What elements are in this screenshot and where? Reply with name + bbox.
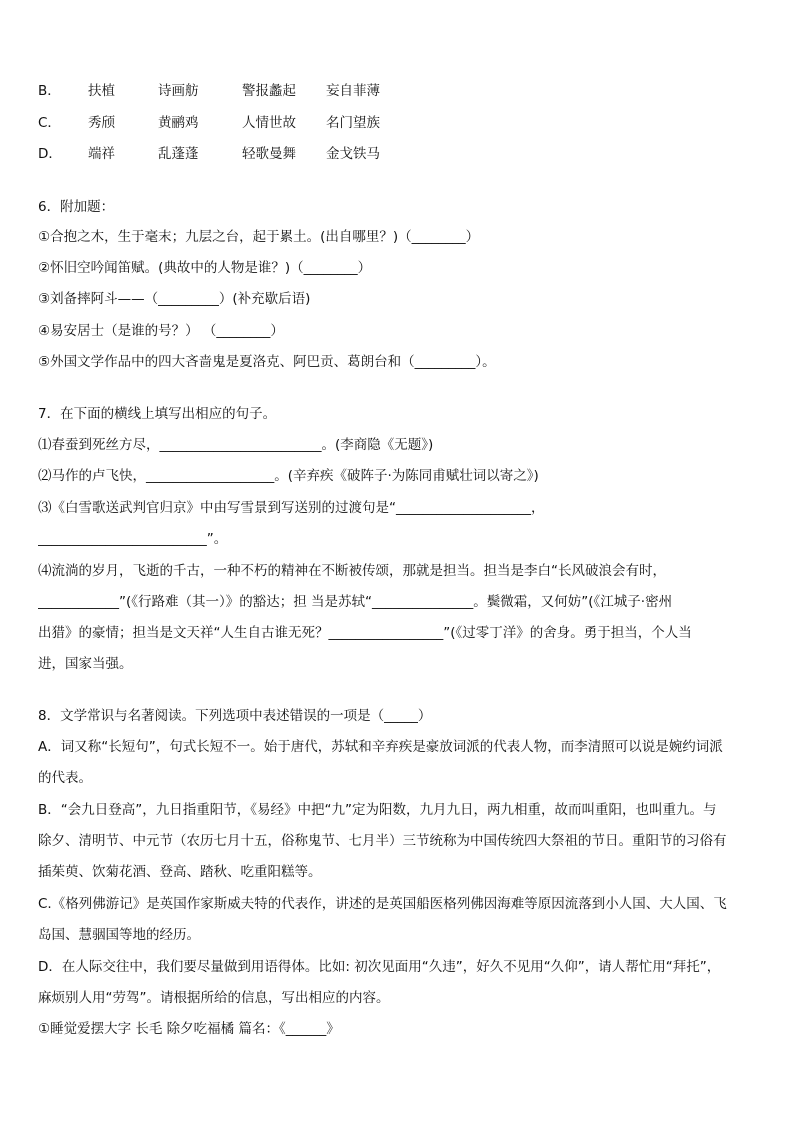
q7-line-5: ⑷流淌的岁月，飞逝的千古，一种不朽的精神在不断被传颂，那就是担当。担当是李白“长风破浪会有时， [38,563,666,579]
q8-option-b-2: 除夕、清明节、中元节（农历七月十五，俗称鬼节、七月半）三节统称为中国传统四大祭祖的节日。重阳节的习俗有 [38,833,727,849]
q8-option-a-2: 的代表。 [38,770,92,786]
option-key: D． [38,146,62,162]
q7-line-1: ⑴春蚕到死丝方尽，________________________。(李商隐《无题》) [38,437,434,453]
q6-title: 6．附加题： [38,199,115,215]
option-word: 警报蠡起 [242,83,296,99]
option-word: 金戈铁马 [326,146,380,162]
q8-option-c-1: C.《格列佛游记》是英国作家斯威夫特的代表作，讲述的是英国船医格列佛因海难等原因流落到小人国、大人国、飞 [38,896,727,912]
q6-item-5: ⑤外国文学作品中的四大吝啬鬼是夏洛克、阿巴贡、葛朗台和（_________）。 [38,354,496,370]
option-key: B． [38,83,61,99]
q8-title: 8．文学常识与名著阅读。下列选项中表述错误的一项是（_____） [38,708,432,724]
q6-item-4: ④易安居士（是谁的号？） （________） [38,323,284,339]
q8-option-d-2: 麻烦别人用“劳驾”。请根据所给的信息，写出相应的内容。 [38,990,390,1006]
q6-item-2: ②怀旧空吟闻笛赋。(典故中的人物是谁？)（________） [38,260,372,276]
q7-line-2: ⑵马作的卢飞快，___________________。(辛弃疾《破阵子·为陈同甫赋壮词以寄之》) [38,468,539,484]
option-word: 乱蓬蓬 [158,146,199,162]
q5-option-b [38,81,758,101]
q7-line-6: ____________”(《行路难（其一）》的豁达；担 当是苏轼“_______________。鬓微霜，又何妨”(《江城子·密州 [38,594,673,610]
q7-line-3: ⑶《白雪歌送武判官归京》中由写雪景到写送别的过渡句是“____________________， [38,500,545,516]
option-word: 轻歌曼舞 [242,146,296,162]
q8-option-b-3: 插茱萸、饮菊花酒、登高、踏秋、吃重阳糕等。 [38,864,322,880]
option-word: 黄鹂鸡 [158,115,199,131]
q7-line-7: 出猎》的豪情；担当是文天祥“人生自古谁无死？_________________”(《过零丁洋》的舍身。勇于担当，个人当 [38,625,692,641]
option-word: 秀颀 [88,115,115,131]
option-word: 人情世故 [242,115,296,131]
q8-option-a-1: A．词又称“长短句”，句式长短不一。始于唐代，苏轼和辛弃疾是豪放词派的代表人物，而李清照可以说是婉约词派 [38,739,723,755]
q6-item-1: ①合抱之木，生于毫末；九层之台，起于累土。(出自哪里？)（________） [38,229,480,245]
q8-last-line: ①睡觉爱摆大字 长毛 除夕吃福橘 篇名：《______》 [38,1021,340,1037]
q7-line-8: 进，国家当强。 [38,656,133,672]
option-key: C． [38,115,61,131]
q5-option-c [38,113,758,133]
q8-option-b-1: B．“会九日登高”，九日指重阳节，《易经》中把“九”定为阳数，九月九日，两九相重，故而叫重阳，也叫重九。与 [38,802,717,818]
option-word: 妄自菲薄 [326,83,380,99]
q8-option-d-1: D．在人际交往中，我们要尽量做到用语得体。比如: 初次见面用“久违”，好久不见用“久仰”，请人帮忙用“拜托”， [38,959,721,975]
q7-line-4: _________________________”。 [38,531,228,547]
option-word: 扶植 [88,83,115,99]
option-word: 名门望族 [326,115,380,131]
q8-option-c-2: 岛国、慧骃国等地的经历。 [38,927,200,943]
option-word: 端祥 [88,146,115,162]
q5-option-d [38,144,758,164]
option-word: 诗画舫 [158,83,199,99]
q7-title: 7．在下面的横线上填写出相应的句子。 [38,406,277,422]
q6-item-3: ③刘备摔阿斗——（_________）(补充歇后语) [38,291,311,307]
